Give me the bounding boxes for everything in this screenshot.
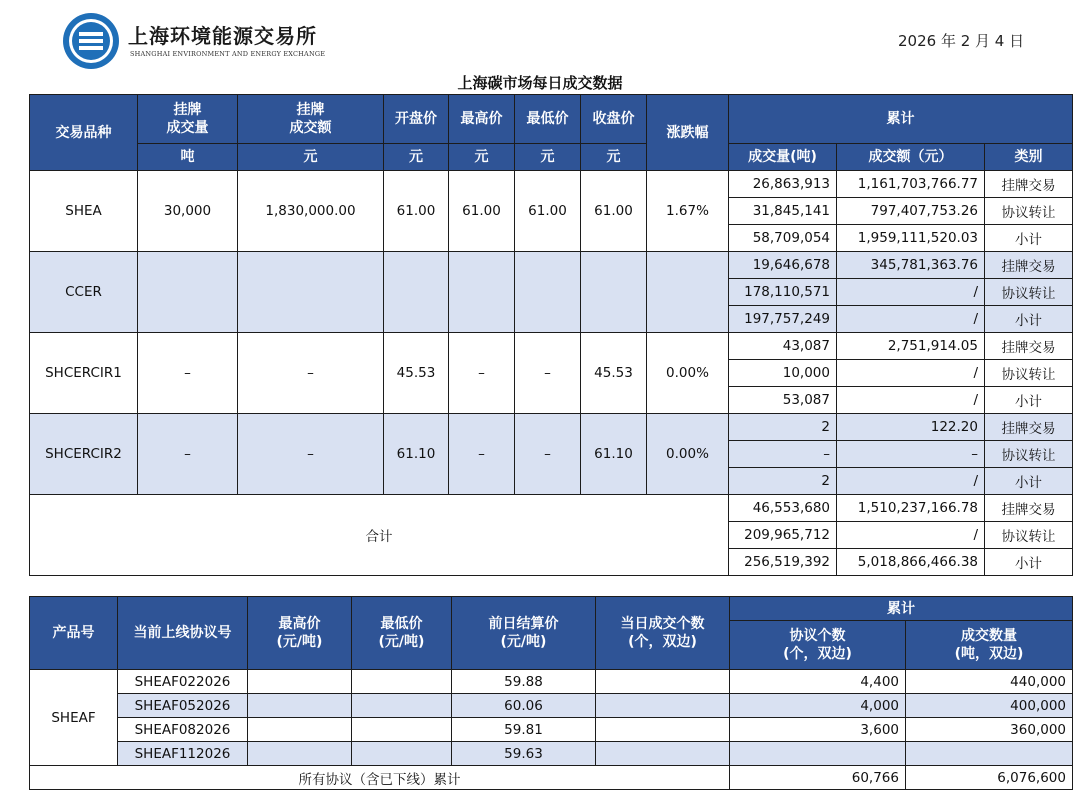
max-price bbox=[248, 694, 352, 718]
table-row bbox=[30, 333, 1073, 360]
cum-volume: 178,110,571 bbox=[729, 279, 837, 306]
change-pct: 0.00% bbox=[647, 333, 729, 414]
cum-amount: 122.20 bbox=[837, 414, 985, 441]
cum-amount: / bbox=[837, 306, 985, 333]
unit-listed-volume: 吨 bbox=[138, 144, 238, 171]
min-price bbox=[352, 742, 452, 766]
cum-type: 协议转让 bbox=[985, 198, 1073, 225]
futures-row bbox=[30, 742, 1073, 766]
high-price: – bbox=[449, 414, 515, 495]
cum-count bbox=[730, 742, 906, 766]
cum-volume-header: 成交量(吨) bbox=[729, 144, 837, 171]
listed-volume-header: 挂牌 成交量 bbox=[138, 95, 238, 144]
futures-agreement-table bbox=[29, 596, 1073, 790]
prev-settle-price: 59.88 bbox=[452, 670, 596, 694]
futures-row bbox=[30, 694, 1073, 718]
cum-amount: / bbox=[837, 468, 985, 495]
total-volume: 46,553,680 bbox=[729, 495, 837, 522]
futures-total-qty: 6,076,600 bbox=[906, 766, 1073, 790]
change-pct bbox=[647, 252, 729, 333]
product-header: 交易品种 bbox=[30, 95, 138, 171]
cum-count: 4,000 bbox=[730, 694, 906, 718]
low-price: – bbox=[515, 414, 581, 495]
cumulative-header: 累计 bbox=[729, 95, 1073, 144]
cum-volume: – bbox=[729, 441, 837, 468]
low-price-header: 最低价 bbox=[515, 95, 581, 144]
prev-settle-header: 前日结算价 (元/吨) bbox=[452, 597, 596, 670]
cum-amount: 345,781,363.76 bbox=[837, 252, 985, 279]
cum-volume: 43,087 bbox=[729, 333, 837, 360]
max-price bbox=[248, 670, 352, 694]
low-price: 61.00 bbox=[515, 171, 581, 252]
cum-volume: 19,646,678 bbox=[729, 252, 837, 279]
close-price-header: 收盘价 bbox=[581, 95, 647, 144]
day-count-header: 当日成交个数 (个，双边) bbox=[596, 597, 730, 670]
table-row bbox=[30, 171, 1073, 198]
report-header bbox=[0, 0, 1080, 70]
cum-amount-header: 成交额（元） bbox=[837, 144, 985, 171]
max-price-header: 最高价 (元/吨) bbox=[248, 597, 352, 670]
product-name: CCER bbox=[30, 252, 138, 333]
cum-amount: / bbox=[837, 279, 985, 306]
cum-volume: 31,845,141 bbox=[729, 198, 837, 225]
low-price: – bbox=[515, 333, 581, 414]
cum-amount: / bbox=[837, 387, 985, 414]
total-amount: 1,510,237,166.78 bbox=[837, 495, 985, 522]
cum-amount: – bbox=[837, 441, 985, 468]
open-price: 45.53 bbox=[384, 333, 449, 414]
cum-type: 小计 bbox=[985, 468, 1073, 495]
close-price bbox=[581, 252, 647, 333]
listed-amount bbox=[238, 252, 384, 333]
product-name: SHCERCIR2 bbox=[30, 414, 138, 495]
cum-amount: 797,407,753.26 bbox=[837, 198, 985, 225]
cum-count-header: 协议个数 (个，双边) bbox=[730, 621, 906, 670]
day-count bbox=[596, 742, 730, 766]
cum-type: 协议转让 bbox=[985, 360, 1073, 387]
cum-qty bbox=[906, 742, 1073, 766]
prev-settle-price: 59.63 bbox=[452, 742, 596, 766]
cum-volume: 58,709,054 bbox=[729, 225, 837, 252]
total-row bbox=[30, 495, 1073, 522]
listed-amount: – bbox=[238, 414, 384, 495]
cum-type: 挂牌交易 bbox=[985, 171, 1073, 198]
day-count bbox=[596, 694, 730, 718]
futures-total-row bbox=[30, 766, 1073, 790]
cum-amount: / bbox=[837, 360, 985, 387]
table-row bbox=[30, 252, 1073, 279]
cum-volume: 53,087 bbox=[729, 387, 837, 414]
cum-amount: 1,161,703,766.77 bbox=[837, 171, 985, 198]
futures-product: SHEAF bbox=[30, 670, 118, 766]
unit-open: 元 bbox=[384, 144, 449, 171]
table-header-row bbox=[30, 95, 1073, 144]
total-type: 挂牌交易 bbox=[985, 495, 1073, 522]
cum-volume: 2 bbox=[729, 468, 837, 495]
cum-volume: 10,000 bbox=[729, 360, 837, 387]
contract-code: SHEAF052026 bbox=[118, 694, 248, 718]
prev-settle-price: 60.06 bbox=[452, 694, 596, 718]
total-type: 协议转让 bbox=[985, 522, 1073, 549]
high-price-header: 最高价 bbox=[449, 95, 515, 144]
cum-qty-header: 成交数量 (吨，双边) bbox=[906, 621, 1073, 670]
product-name: SHCERCIR1 bbox=[30, 333, 138, 414]
close-price: 61.10 bbox=[581, 414, 647, 495]
contract-code: SHEAF112026 bbox=[118, 742, 248, 766]
day-count bbox=[596, 718, 730, 742]
low-price bbox=[515, 252, 581, 333]
max-price bbox=[248, 742, 352, 766]
cum-volume: 26,863,913 bbox=[729, 171, 837, 198]
close-price: 45.53 bbox=[581, 333, 647, 414]
product-no-header: 产品号 bbox=[30, 597, 118, 670]
report-date: 2026 年 2 月 4 日 bbox=[898, 32, 1025, 50]
total-type: 小计 bbox=[985, 549, 1073, 576]
total-volume: 209,965,712 bbox=[729, 522, 837, 549]
cum-type: 挂牌交易 bbox=[985, 252, 1073, 279]
change-header: 涨跌幅 bbox=[647, 95, 729, 171]
cum-type: 小计 bbox=[985, 306, 1073, 333]
cum-qty: 360,000 bbox=[906, 718, 1073, 742]
cum-type: 挂牌交易 bbox=[985, 333, 1073, 360]
cum-amount: 2,751,914.05 bbox=[837, 333, 985, 360]
cum-type-header: 类别 bbox=[985, 144, 1073, 171]
cum-volume: 2 bbox=[729, 414, 837, 441]
listed-amount: 1,830,000.00 bbox=[238, 171, 384, 252]
open-price bbox=[384, 252, 449, 333]
listed-volume: – bbox=[138, 333, 238, 414]
unit-low: 元 bbox=[515, 144, 581, 171]
futures-total-count: 60,766 bbox=[730, 766, 906, 790]
futures-cumulative-header: 累计 bbox=[730, 597, 1073, 621]
report-title: 上海碳市场每日成交数据 bbox=[457, 74, 623, 92]
min-price bbox=[352, 694, 452, 718]
contract-header: 当前上线协议号 bbox=[118, 597, 248, 670]
unit-high: 元 bbox=[449, 144, 515, 171]
cum-count: 3,600 bbox=[730, 718, 906, 742]
exchange-logo-icon bbox=[62, 12, 120, 70]
open-price: 61.00 bbox=[384, 171, 449, 252]
listed-amount: – bbox=[238, 333, 384, 414]
cum-amount: 1,959,111,520.03 bbox=[837, 225, 985, 252]
high-price: 61.00 bbox=[449, 171, 515, 252]
org-name-cn: 上海环境能源交易所 bbox=[128, 24, 317, 48]
high-price bbox=[449, 252, 515, 333]
min-price-header: 最低价 (元/吨) bbox=[352, 597, 452, 670]
total-amount: 5,018,866,466.38 bbox=[837, 549, 985, 576]
cum-type: 小计 bbox=[985, 225, 1073, 252]
cum-qty: 440,000 bbox=[906, 670, 1073, 694]
cum-count: 4,400 bbox=[730, 670, 906, 694]
cum-type: 协议转让 bbox=[985, 441, 1073, 468]
cum-type: 协议转让 bbox=[985, 279, 1073, 306]
cum-type: 挂牌交易 bbox=[985, 414, 1073, 441]
open-price-header: 开盘价 bbox=[384, 95, 449, 144]
product-name: SHEA bbox=[30, 171, 138, 252]
total-volume: 256,519,392 bbox=[729, 549, 837, 576]
contract-code: SHEAF082026 bbox=[118, 718, 248, 742]
daily-trading-table bbox=[29, 94, 1073, 576]
prev-settle-price: 59.81 bbox=[452, 718, 596, 742]
min-price bbox=[352, 718, 452, 742]
listed-amount-header: 挂牌 成交额 bbox=[238, 95, 384, 144]
open-price: 61.10 bbox=[384, 414, 449, 495]
listed-volume bbox=[138, 252, 238, 333]
min-price bbox=[352, 670, 452, 694]
cum-volume: 197,757,249 bbox=[729, 306, 837, 333]
total-amount: / bbox=[837, 522, 985, 549]
cum-type: 小计 bbox=[985, 387, 1073, 414]
listed-volume: – bbox=[138, 414, 238, 495]
day-count bbox=[596, 670, 730, 694]
table-row bbox=[30, 414, 1073, 441]
unit-listed-amount: 元 bbox=[238, 144, 384, 171]
listed-volume: 30,000 bbox=[138, 171, 238, 252]
cum-qty: 400,000 bbox=[906, 694, 1073, 718]
futures-header-row bbox=[30, 597, 1073, 621]
change-pct: 1.67% bbox=[647, 171, 729, 252]
futures-row bbox=[30, 718, 1073, 742]
futures-row bbox=[30, 670, 1073, 694]
unit-close: 元 bbox=[581, 144, 647, 171]
total-label: 合计 bbox=[30, 495, 729, 576]
futures-total-label: 所有协议（含已下线）累计 bbox=[30, 766, 730, 790]
close-price: 61.00 bbox=[581, 171, 647, 252]
org-name-en: SHANGHAI ENVIRONMENT AND ENERGY EXCHANGE bbox=[130, 50, 326, 58]
table-unit-row bbox=[30, 144, 1073, 171]
high-price: – bbox=[449, 333, 515, 414]
max-price bbox=[248, 718, 352, 742]
contract-code: SHEAF022026 bbox=[118, 670, 248, 694]
change-pct: 0.00% bbox=[647, 414, 729, 495]
